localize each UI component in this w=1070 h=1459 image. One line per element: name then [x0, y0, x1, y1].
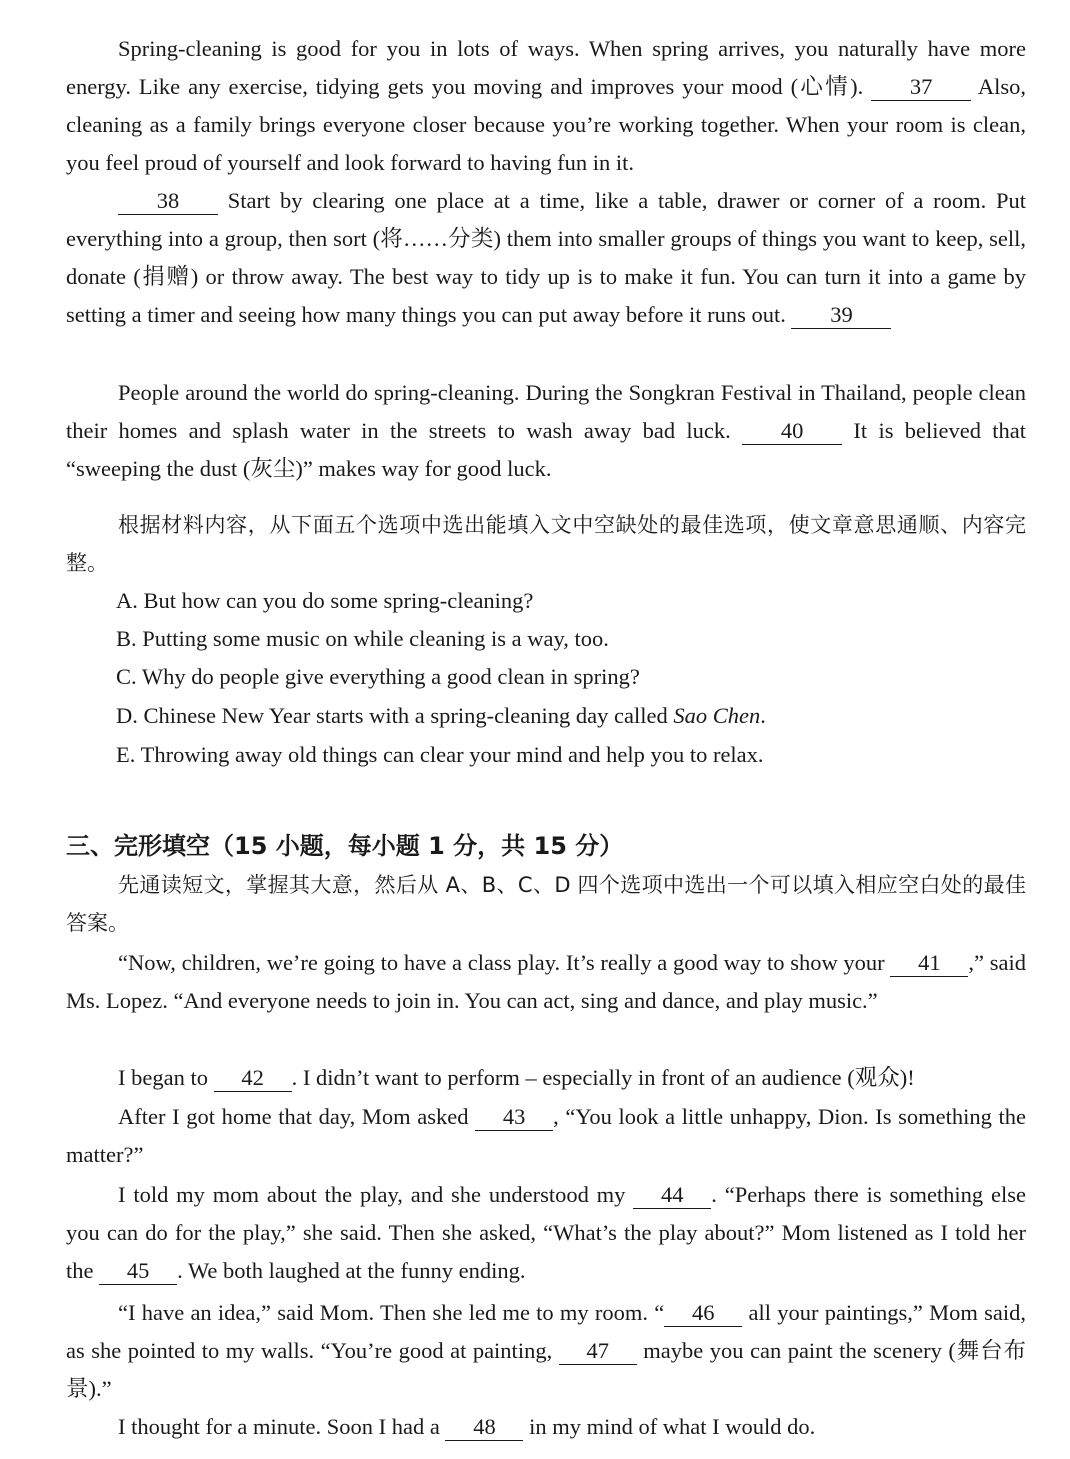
blank-45: 45: [99, 1258, 177, 1285]
section-heading: 三、完形填空（15 小题，每小题 1 分，共 15 分）: [66, 832, 624, 860]
option-e: E. Throwing away old things can clear your mind and help you to relax.: [116, 742, 764, 767]
paragraph-text: Spring-cleaning is good for you in lots of ways. When spring arrives, you naturally have more energy. Like any exercise, tidying gets you moving and improves your mood (心情).: [66, 36, 1026, 99]
blank-41: 41: [890, 950, 968, 977]
paragraph-text: I told my mom about the play, and she understood my: [118, 1182, 626, 1207]
blank-48: 48: [445, 1414, 523, 1441]
paragraph-text: ,” said Ms. Lopez. “And everyone needs to join in. You can act, sing and dance, and play music.”: [66, 950, 1026, 1013]
paragraph-text: in my mind of what I would do.: [529, 1414, 816, 1439]
paragraph-text: maybe you can paint the scenery (舞台布景).”: [66, 1338, 1027, 1401]
passage-paragraph-2: [66, 182, 1026, 334]
paragraph-text: Start by clearing one place at a time, like a table, drawer or corner of a room. Put everything into a group, then sort (将……分类) them into smaller groups of things you want to keep, sell, donate (捐赠) or throw away. The best way to tidy up is to make it fun. You can turn it into a game by setting a timer and seeing how many things you can put away before it runs out.: [66, 188, 1026, 327]
option-d-end: .: [760, 703, 766, 728]
paragraph-text: , “You look a little unhappy, Dion. Is something the matter?”: [66, 1104, 1026, 1167]
paragraph-text: It is believed that “sweeping the dust (灰尘)” makes way for good luck.: [66, 418, 1027, 481]
cloze-paragraph-1: [66, 944, 1026, 1020]
instruction-text: 根据材料内容，从下面五个选项中选出能填入文中空缺处的最佳选项，使文章意思通顺、内容完整。: [66, 513, 1026, 575]
paragraph-text: After I got home that day, Mom asked: [118, 1104, 469, 1129]
option-c: C. Why do people give everything a good clean in spring?: [116, 664, 640, 689]
paragraph-text: . We both laughed at the funny ending.: [177, 1258, 526, 1283]
option-d-text: D. Chinese New Year starts with a spring-cleaning day called: [116, 703, 674, 728]
blank-39: 39: [791, 302, 891, 329]
blank-42: 42: [214, 1065, 292, 1092]
option-a: A. But how can you do some spring-cleaning?: [116, 588, 534, 613]
cloze-paragraph-3: [66, 1098, 1026, 1174]
option-d: [116, 697, 766, 735]
option-d-italic: Sao Chen: [673, 703, 761, 728]
passage-paragraph-1: [66, 30, 1026, 182]
blank-43: 43: [475, 1104, 553, 1131]
paragraph-text: “I have an idea,” said Mom. Then she led me to my room. “: [118, 1300, 665, 1325]
blank-40: 40: [742, 418, 842, 445]
blank-47: 47: [559, 1338, 637, 1365]
paragraph-text: I began to: [118, 1065, 208, 1090]
paragraph-text: “Now, children, we’re going to have a class play. It’s really a good way to show your: [118, 950, 885, 975]
blank-37: 37: [871, 74, 971, 101]
option-b: B. Putting some music on while cleaning is a way, too.: [116, 626, 609, 651]
paragraph-text: . “Perhaps there is something else you can do for the play,” she said. Then she asked, “What’s the play about?” Mom listened as I told her the: [66, 1182, 1026, 1283]
blank-38: 38: [118, 188, 218, 215]
paragraph-text: People around the world do spring-cleaning. During the Songkran Festival in Thailand, people clean their homes and splash water in the streets to wash away bad luck.: [66, 380, 1026, 443]
cloze-instruction: 先通读短文，掌握其大意，然后从 A、B、C、D 四个选项中选出一个可以填入相应空白处的最佳答案。: [66, 873, 1026, 935]
paragraph-text: . I didn’t want to perform – especially in front of an audience (观众)!: [291, 1065, 915, 1090]
blank-44: 44: [633, 1182, 711, 1209]
cloze-paragraph-6: [66, 1408, 1026, 1446]
paragraph-text: Also, cleaning as a family brings everyone closer because you’re working together. When your room is clean, you feel proud of yourself and look forward to having fun in it.: [66, 74, 1027, 175]
cloze-paragraph-5: [66, 1294, 1026, 1408]
cloze-paragraph-4: [66, 1176, 1026, 1290]
paragraph-text: all your paintings,” Mom said, as she pointed to my walls. “You’re good at painting,: [66, 1300, 1026, 1363]
passage-paragraph-3: [66, 374, 1026, 488]
blank-46: 46: [664, 1300, 742, 1327]
cloze-paragraph-2: [66, 1059, 1026, 1097]
paragraph-text: I thought for a minute. Soon I had a: [118, 1414, 440, 1439]
